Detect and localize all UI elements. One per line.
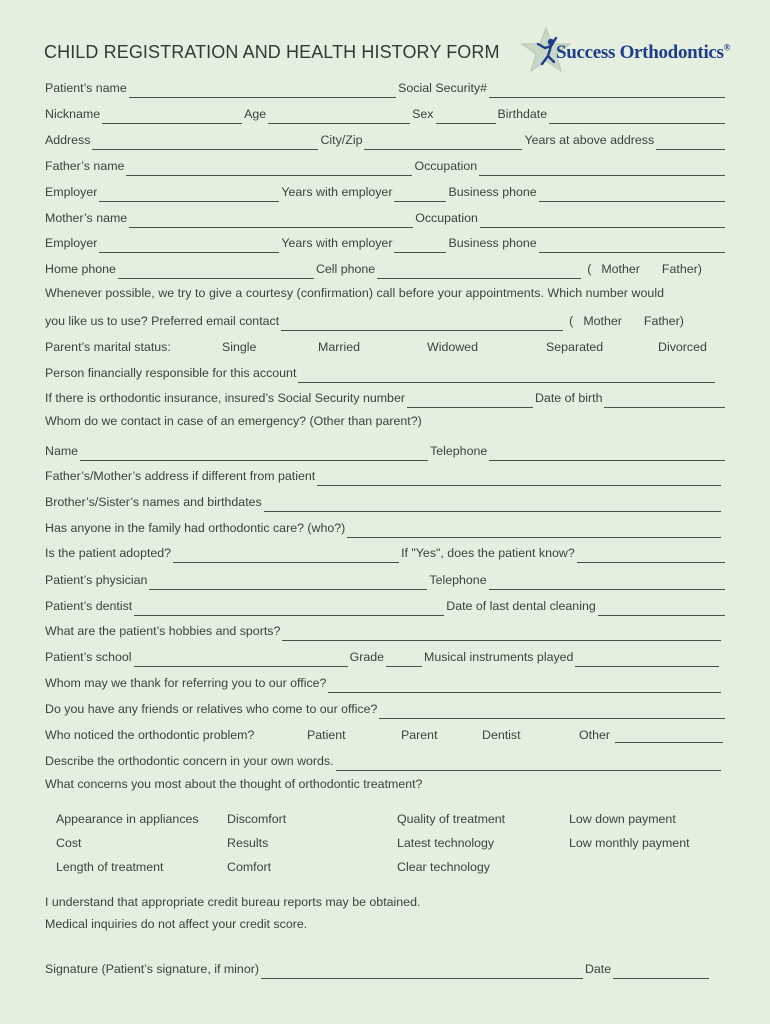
grade-label: Grade <box>349 650 384 664</box>
grade-field[interactable] <box>386 652 422 667</box>
father-business-phone-field[interactable] <box>539 187 725 202</box>
social-security-field[interactable] <box>489 83 725 98</box>
noticed-other-field[interactable] <box>615 728 723 743</box>
last-cleaning-field[interactable] <box>598 601 725 616</box>
dentist-label: Patient’s dentist <box>45 599 133 613</box>
insured-dob-label: Date of birth <box>534 391 603 405</box>
age-label: Age <box>244 107 267 121</box>
school-field[interactable] <box>134 652 348 667</box>
physician-field[interactable] <box>149 575 427 590</box>
family-ortho-label: Has anyone in the family had orthodontic care? (who?) <box>45 521 346 535</box>
father-years-employer-label: Years with employer <box>281 185 393 199</box>
age-field[interactable] <box>268 109 410 124</box>
phone-option-mother[interactable]: Mother <box>601 262 640 276</box>
emergency-name-label: Name <box>45 444 79 458</box>
concern-option[interactable]: Cost <box>56 836 82 850</box>
mother-years-employer-field[interactable] <box>394 238 446 253</box>
parent-address-label: Father’s/Mother’s address if different from patient <box>45 469 316 483</box>
phone-paren-open: ( <box>587 262 592 276</box>
adopted-label: Is the patient adopted? <box>45 546 172 560</box>
registered-mark: ® <box>723 42 731 53</box>
financially-responsible-field[interactable] <box>298 368 715 383</box>
concern-option[interactable]: Quality of treatment <box>397 812 506 826</box>
insured-ssn-field[interactable] <box>407 393 533 408</box>
row-friends <box>45 699 727 719</box>
row-home-phone <box>45 259 727 279</box>
mother-occupation-field[interactable] <box>480 213 725 228</box>
row-physician <box>45 570 727 590</box>
mother-employer-label: Employer <box>45 236 98 250</box>
father-occupation-field[interactable] <box>479 161 725 176</box>
row-financially-responsible <box>45 363 717 383</box>
signature-date-field[interactable] <box>613 964 709 979</box>
noticed-option-patient[interactable]: Patient <box>307 728 346 742</box>
row-siblings <box>45 492 723 512</box>
adopted-field[interactable] <box>173 548 399 563</box>
city-zip-field[interactable] <box>364 135 522 150</box>
noticed-option-other[interactable]: Other <box>579 728 610 742</box>
parent-address-field[interactable] <box>317 471 721 486</box>
father-employer-label: Employer <box>45 185 98 199</box>
social-security-label: Social Security# <box>398 81 487 95</box>
father-years-employer-field[interactable] <box>394 187 446 202</box>
signature-date-label: Date <box>584 962 612 976</box>
fathers-name-field[interactable] <box>126 161 412 176</box>
preferred-email-field[interactable] <box>281 316 563 331</box>
row-emergency-name <box>45 441 727 461</box>
row-referral <box>45 673 723 693</box>
row-mother-employer <box>45 233 727 253</box>
patient-name-field[interactable] <box>129 83 396 98</box>
emergency-contact-heading: Whom do we contact in case of an emergency? (Other than parent?) <box>45 414 422 428</box>
describe-label: Describe the orthodontic concern in your own words. <box>45 754 334 768</box>
family-ortho-field[interactable] <box>347 523 721 538</box>
concern-option[interactable]: Clear technology <box>397 860 490 874</box>
noticed-option-dentist[interactable]: Dentist <box>482 728 521 742</box>
concern-option[interactable]: Appearance in appliances <box>56 812 199 826</box>
concern-option[interactable]: Low monthly payment <box>569 836 690 850</box>
last-cleaning-label: Date of last dental cleaning <box>446 599 596 613</box>
mothers-name-field[interactable] <box>129 213 413 228</box>
instruments-label: Musical instruments played <box>424 650 574 664</box>
row-preferred-contact <box>45 311 727 331</box>
physician-label: Patient’s physician <box>45 573 148 587</box>
siblings-label: Brother’s/Sister’s names and birthdates <box>45 495 262 509</box>
dentist-field[interactable] <box>134 601 444 616</box>
years-at-address-label: Years at above address <box>524 133 655 147</box>
father-employer-field[interactable] <box>99 187 279 202</box>
school-label: Patient’s school <box>45 650 132 664</box>
years-at-address-field[interactable] <box>656 135 725 150</box>
patient-name-label: Patient’s name <box>45 81 127 95</box>
marital-option-separated[interactable]: Separated <box>546 340 604 354</box>
concern-option[interactable]: Comfort <box>227 860 272 874</box>
emergency-telephone-field[interactable] <box>489 446 725 461</box>
mother-business-phone-field[interactable] <box>539 238 725 253</box>
contact-paren-open: ( <box>569 314 574 328</box>
sex-field[interactable] <box>436 109 496 124</box>
birthdate-field[interactable] <box>549 109 725 124</box>
concern-option[interactable]: Low down payment <box>569 812 676 826</box>
row-family-ortho <box>45 518 723 538</box>
concern-option[interactable]: Discomfort <box>227 812 287 826</box>
sex-label: Sex <box>412 107 434 121</box>
mother-employer-field[interactable] <box>99 238 279 253</box>
concern-option[interactable]: Latest technology <box>397 836 495 850</box>
row-dentist <box>45 596 727 616</box>
home-phone-label: Home phone <box>45 262 116 276</box>
friends-field[interactable] <box>379 704 725 719</box>
row-fathers-name <box>45 156 727 176</box>
logo-text: Success Orthodontics <box>556 42 724 63</box>
preferred-contact-label: you like us to use? Preferred email contact <box>45 314 280 328</box>
mother-business-phone-label: Business phone <box>448 236 537 250</box>
concern-option[interactable]: Length of treatment <box>56 860 164 874</box>
adopted-know-field[interactable] <box>577 548 725 563</box>
row-signature <box>45 959 711 979</box>
noticed-option-parent[interactable]: Parent <box>401 728 438 742</box>
marital-option-widowed[interactable]: Widowed <box>427 340 478 354</box>
referral-field[interactable] <box>328 678 721 693</box>
row-who-noticed <box>45 725 727 745</box>
fathers-name-label: Father’s name <box>45 159 125 173</box>
concerns-heading: What concerns you most about the thought of orthodontic treatment? <box>45 777 423 791</box>
father-business-phone-label: Business phone <box>448 185 537 199</box>
courtesy-call-text: Whenever possible, we try to give a courtesy (confirmation) call before your appointments. Which number would <box>45 286 665 300</box>
address-field[interactable] <box>92 135 318 150</box>
instruments-field[interactable] <box>575 652 719 667</box>
concern-option[interactable]: Results <box>227 836 269 850</box>
form-title: CHILD REGISTRATION AND HEALTH HISTORY FORM <box>44 42 500 62</box>
hobbies-field[interactable] <box>282 626 721 641</box>
siblings-field[interactable] <box>264 497 721 512</box>
cell-phone-label: Cell phone <box>315 262 376 276</box>
hobbies-label: What are the patient’s hobbies and sports? <box>45 624 281 638</box>
city-zip-label: City/Zip <box>320 133 363 147</box>
success-orthodontics-logo <box>518 26 738 80</box>
emergency-name-field[interactable] <box>80 446 428 461</box>
who-noticed-label: Who noticed the orthodontic problem? <box>45 728 255 742</box>
credit-notice: I understand that appropriate credit bureau reports may be obtained. <box>45 895 421 909</box>
address-label: Address <box>45 133 91 147</box>
cell-phone-field[interactable] <box>377 264 581 279</box>
row-marital-status <box>45 337 727 357</box>
insured-dob-field[interactable] <box>604 393 725 408</box>
row-nickname <box>45 104 727 124</box>
signature-label: Signature (Patient’s signature, if minor) <box>45 962 259 976</box>
adopted-know-label: If "Yes", does the patient know? <box>401 546 575 560</box>
friends-label: Do you have any friends or relatives who come to our office? <box>45 702 378 716</box>
marital-option-divorced[interactable]: Divorced <box>658 340 707 354</box>
row-patient-name <box>45 78 727 98</box>
medical-inquiries-notice: Medical inquiries do not affect your credit score. <box>45 917 308 931</box>
row-parent-address <box>45 466 723 486</box>
nickname-field[interactable] <box>102 109 242 124</box>
referral-label: Whom may we thank for referring you to our office? <box>45 676 327 690</box>
physician-telephone-field[interactable] <box>489 575 725 590</box>
marital-option-married[interactable]: Married <box>318 340 360 354</box>
row-describe <box>45 751 723 771</box>
row-father-employer <box>45 182 727 202</box>
financially-responsible-label: Person financially responsible for this account <box>45 366 297 380</box>
marital-option-single[interactable]: Single <box>222 340 257 354</box>
signature-field[interactable] <box>261 964 583 979</box>
father-occupation-label: Occupation <box>414 159 478 173</box>
row-insurance <box>45 388 727 408</box>
describe-field[interactable] <box>336 756 721 771</box>
row-school <box>45 647 721 667</box>
row-mothers-name <box>45 208 727 228</box>
row-hobbies <box>45 621 723 641</box>
birthdate-label: Birthdate <box>497 107 548 121</box>
mothers-name-label: Mother’s name <box>45 211 128 225</box>
insured-ssn-label: If there is orthodontic insurance, insured’s Social Security number <box>45 391 405 405</box>
row-adopted <box>45 543 727 563</box>
home-phone-field[interactable] <box>118 264 314 279</box>
contact-option-mother[interactable]: Mother <box>583 314 622 328</box>
mother-occupation-label: Occupation <box>415 211 478 225</box>
phone-option-father[interactable]: Father) <box>661 262 702 276</box>
contact-option-father[interactable]: Father) <box>643 314 684 328</box>
nickname-label: Nickname <box>45 107 101 121</box>
mother-years-employer-label: Years with employer <box>281 236 393 250</box>
physician-telephone-label: Telephone <box>429 573 487 587</box>
row-address <box>45 130 727 150</box>
emergency-telephone-label: Telephone <box>430 444 488 458</box>
marital-status-label: Parent’s marital status: <box>45 340 171 354</box>
